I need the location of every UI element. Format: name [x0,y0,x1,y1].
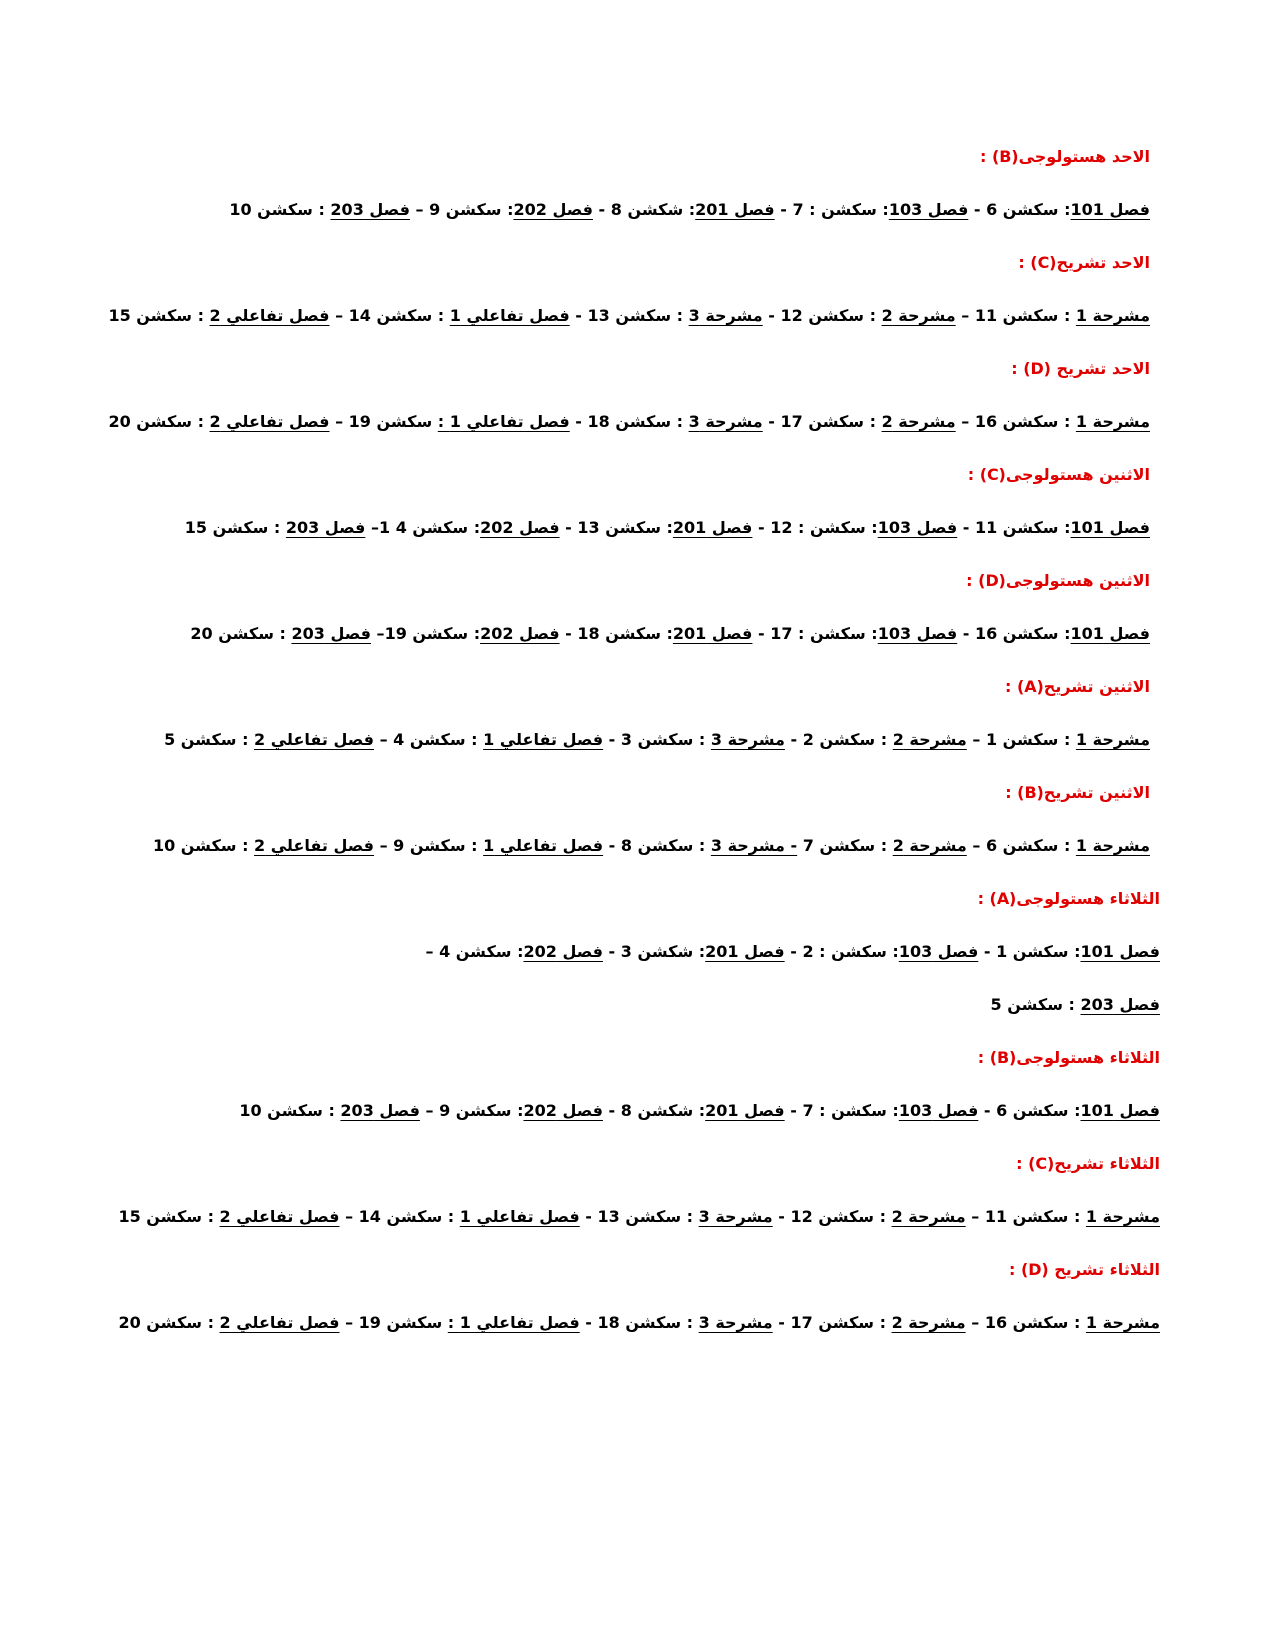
room-label: فصل تفاعلي 1 [483,836,604,855]
section-text: : سكشن : 12 - [752,518,878,537]
schedule-line [70,717,1150,770]
room-label: فصل 103 [888,200,969,219]
room-label: مشرحة 2 [892,730,967,749]
section-text: : سكشن 13 - [579,1207,699,1226]
room-label: فصل 202 [513,200,593,219]
section-text: : سكشن 11 – [965,1207,1086,1226]
room-label: فصل 103 [898,1101,979,1120]
room-label: مشرحة 2 [881,412,956,431]
section-text: : سكشن 6 - [978,1101,1081,1120]
section-text: : سكشن 10 [229,200,331,219]
room-label: - مشرحة 3 [710,836,798,855]
section-text: : سكشن 17 - [772,1313,892,1332]
section-heading: الاثنين تشريح(A) : [1005,677,1150,696]
room-label: فصل 202 [523,942,603,961]
schedule-line [70,187,1150,240]
section-heading: الثلاثاء تشريح(C) : [1016,1154,1160,1173]
schedule-line [70,293,1150,346]
section-text: : سكشن 11 – [955,306,1076,325]
section-text: : سكشن 4 1– [365,518,481,537]
section-heading: الاحد هستولوجى(B) : [979,147,1150,166]
room-label: فصل تفاعلي 2 [209,306,330,325]
schedule-line [70,399,1150,452]
room-label: فصل تفاعلي 1 [483,730,604,749]
section-text: : سكشن 20 [108,412,210,431]
room-label: فصل تفاعلي 2 [219,1313,340,1332]
section-heading: الثلاثاء هستولوجى(B) : [977,1048,1160,1067]
schedule-line [70,1194,1160,1247]
section-text: : سكشن 1 – [966,730,1076,749]
section-text: : سكشن 16 - [957,624,1071,643]
room-label: فصل 203 [1080,995,1160,1014]
room-label: فصل 101 [1070,200,1150,219]
room-label: مشرحة 1 [1075,836,1150,855]
schedule-document [70,134,1160,1353]
schedule-line [70,505,1150,558]
section-text: : سكشن 9 – [419,1101,524,1120]
section-text: : سكشن : 17 - [752,624,878,643]
section-text: : سكشن 1 - [978,942,1081,961]
section-text: : سكشن 9 – [374,836,484,855]
section-text: : سكشن 4 – [374,730,484,749]
section-heading: الاحد تشريح (D) : [1011,359,1150,378]
room-label: فصل تفاعلي 2 [219,1207,340,1226]
section-text: : سكشن 2 - [784,730,893,749]
room-label: فصل 101 [1070,518,1150,537]
section-text: : سكشن : 2 - [784,942,899,961]
room-label: فصل تفاعلي 2 [254,730,375,749]
schedule-line [70,823,1150,876]
room-label: فصل تفاعلي 1 : [447,1313,580,1332]
room-label: فصل 103 [877,518,958,537]
section-text: : سكشن 15 [108,306,210,325]
section-heading: الثلاثاء تشريح (D) : [1009,1260,1160,1279]
room-label: مشرحة 3 [698,1207,773,1226]
room-label: فصل 202 [480,624,560,643]
section-heading: الاحد تشريح(C) : [1018,253,1150,272]
room-label: فصل 203 [340,1101,420,1120]
section-text: : سكشن 16 – [965,1313,1086,1332]
section-text: : سكشن 14 – [329,306,450,325]
room-label: فصل 202 [523,1101,603,1120]
section-text: : سكشن 3 - [603,730,711,749]
section-text: سكشن 19 – [339,1313,448,1332]
room-label: مشرحة 2 [891,1207,966,1226]
section-text: : سكشن 7 [797,836,893,855]
section-text: : سكشن 17 - [762,412,882,431]
room-label: فصل تفاعلي 2 [209,412,330,431]
section-heading: الثلاثاء هستولوجى(A) : [977,889,1160,908]
room-label: مشرحة 2 [881,306,956,325]
schedule-line [70,929,1160,982]
section-text: : شكشن 3 - [602,942,706,961]
section-text: : سكشن 20 [190,624,292,643]
section-heading: الاثنين هستولوجى(C) : [967,465,1150,484]
room-label: مشرحة 1 [1085,1207,1160,1226]
room-label: مشرحة 3 [688,412,763,431]
room-label: مشرحة 2 [891,1313,966,1332]
room-label: مشرحة 1 [1075,730,1150,749]
room-label: فصل 201 [672,518,753,537]
room-label: مشرحة 3 [688,306,763,325]
section-text: : شكشن 8 - [592,200,696,219]
section-text: : سكشن 8 - [603,836,711,855]
room-label: مشرحة 2 [892,836,967,855]
room-label: فصل تفاعلي 1 [449,306,570,325]
section-text: : سكشن 5 [990,995,1081,1014]
section-text: : سكشن 13 - [569,306,689,325]
section-text: : سكشن 12 - [762,306,882,325]
section-text: : سكشن 14 – [339,1207,460,1226]
section-heading: الاثنين هستولوجى(D) : [966,571,1150,590]
section-text: : سكشن 5 [164,730,255,749]
room-label: فصل 203 [285,518,366,537]
room-label: فصل 201 [695,200,775,219]
section-text: : سكشن 12 - [772,1207,892,1226]
section-text: : سكشن 6 - [968,200,1071,219]
room-label: فصل 201 [705,942,785,961]
section-text: : سكشن 9 – [409,200,514,219]
section-text: : سكشن 15 [118,1207,220,1226]
room-label: فصل 201 [705,1101,785,1120]
schedule-line [70,1300,1160,1353]
room-label: مشرحة 3 [710,730,785,749]
section-heading: الاثنين تشريح(B) : [1005,783,1150,802]
room-label: فصل 103 [877,624,958,643]
section-text: : سكشن 18 - [559,624,673,643]
schedule-line [70,1088,1160,1141]
room-label: مشرحة 1 [1075,306,1150,325]
room-label: مشرحة 3 [698,1313,773,1332]
section-text: : سكشن 4 – [425,942,524,961]
section-text: : سكشن 19– [370,624,481,643]
section-text: : سكشن 18 - [569,412,689,431]
room-label: فصل 203 [291,624,371,643]
section-text: : سكشن 11 - [957,518,1071,537]
section-text: : سكشن : 7 - [774,200,889,219]
section-text: : سكشن 10 [152,836,255,855]
section-text: : سكشن 20 [118,1313,220,1332]
room-label: فصل 203 [330,200,410,219]
room-label: فصل 101 [1080,942,1160,961]
schedule-line [70,982,1160,1035]
section-text: سكشن 19 – [329,412,438,431]
section-text: : سكشن 15 [184,518,286,537]
section-text: : سكشن : 7 - [784,1101,899,1120]
room-label: فصل 101 [1080,1101,1160,1120]
room-label: فصل 202 [480,518,560,537]
room-label: فصل 103 [898,942,979,961]
section-text: : سكشن 13 - [559,518,673,537]
room-label: فصل تفاعلي 1 : [437,412,570,431]
room-label: فصل 201 [672,624,753,643]
section-text: : شكشن 8 - [602,1101,706,1120]
section-text: : سكشن 10 [239,1101,341,1120]
section-text: : سكشن 18 - [579,1313,699,1332]
schedule-line [70,611,1150,664]
room-label: مشرحة 1 [1085,1313,1160,1332]
room-label: فصل تفاعلي 2 [254,836,375,855]
room-label: فصل تفاعلي 1 [459,1207,580,1226]
room-label: فصل 101 [1070,624,1150,643]
section-text: : سكشن 6 – [966,836,1076,855]
section-text: : سكشن 16 – [955,412,1076,431]
room-label: مشرحة 1 [1075,412,1150,431]
